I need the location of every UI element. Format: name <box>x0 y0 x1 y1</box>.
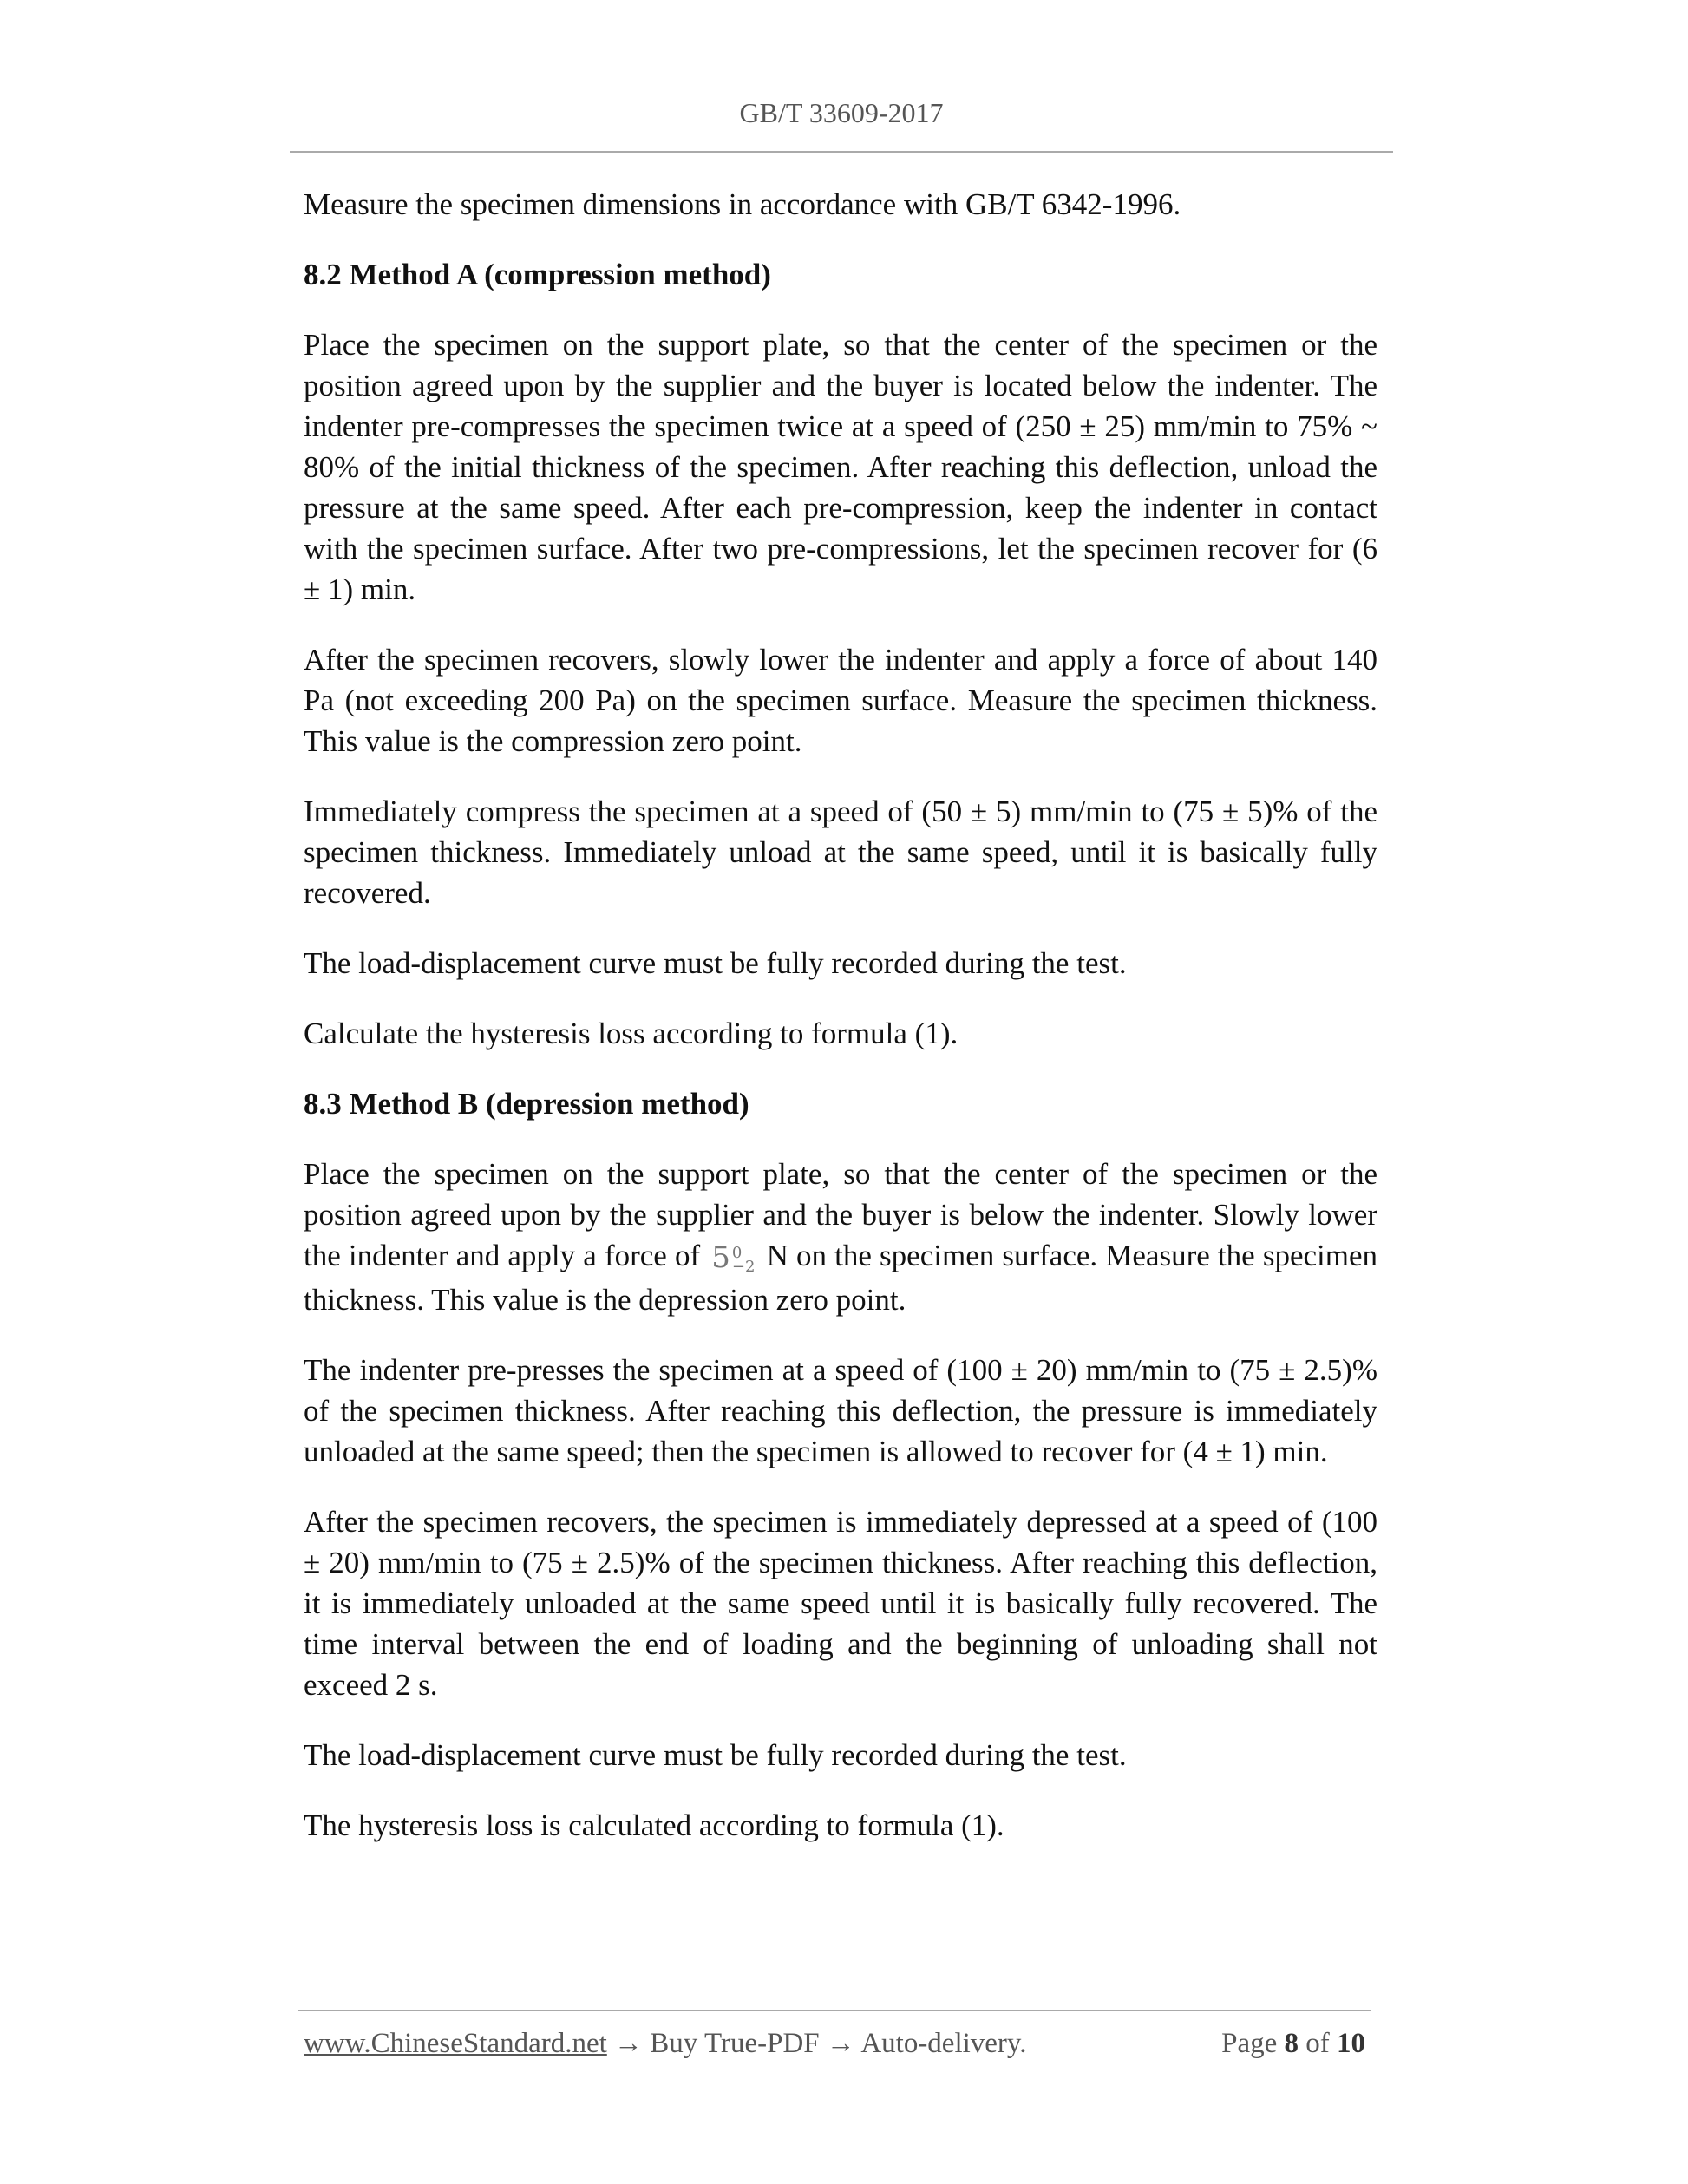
website-link[interactable]: www.ChineseStandard.net <box>304 2028 607 2059</box>
arrow-icon: → <box>614 2028 644 2059</box>
method-b-paragraph-1-tail: N on the specimen surface. Measure the specimen thickness. This value is the depression zero point. <box>304 1239 1378 1317</box>
page-header: GB/T 33609-2017 <box>739 97 944 128</box>
section-heading-8-3: 8.3 Method B (depression method) <box>304 1087 749 1121</box>
force-upper-tolerance: 0 <box>731 1243 743 1262</box>
method-b-paragraph-5: The hysteresis loss is calculated according to formula (1). <box>304 1808 1004 1842</box>
page-current: 8 <box>1284 2028 1299 2059</box>
method-a-paragraph-3: Immediately compress the specimen at a speed of (50 ± 5) mm/min to (75 ± 5)% of the specimen thickness. Immediately unload at the same speed, until it is basically fully recovered. <box>304 794 1377 910</box>
auto-delivery-text: Auto-delivery. <box>860 2028 1027 2059</box>
footer-divider <box>298 2010 1371 2011</box>
method-b-paragraph-3: After the specimen recovers, the specimen is immediately depressed at a speed of (100 ± 20) mm/min to (75 ± 2.5)% of the specimen thickness. After reaching this deflection, it is immediately unloaded at the same speed until it is basically fully recovered. The time interval between the end of loading and the beginning of unloading shall not exceed 2 s. <box>304 1504 1377 1702</box>
page-of: of <box>1305 2028 1330 2059</box>
method-a-paragraph-5: Calculate the hysteresis loss according to formula (1). <box>304 1017 958 1050</box>
force-tolerance <box>711 1238 755 1279</box>
method-b-paragraph-2: The indenter pre-presses the specimen at a speed of (100 ± 20) mm/min to (75 ± 2.5)% of the specimen thickness. After reaching this deflection, the pressure is immediately unloaded at the same speed; then the specimen is allowed to recover for (4 ± 1) min. <box>304 1352 1377 1468</box>
intro-paragraph: Measure the specimen dimensions in accordance with GB/T 6342-1996. <box>304 187 1181 221</box>
method-b-paragraph-1 <box>304 1154 1377 1320</box>
method-a-paragraph-1: Place the specimen on the support plate, so that the center of the specimen or the position agreed upon by the supplier and the buyer is located below the indenter. The indenter pre-compresses the specimen twice at a speed of (250 ± 25) mm/min to 75% ~ 80% of the initial thickness of the specimen. After reaching this deflection, unload the pressure at the same speed. After each pre-compression, keep the indenter in contact with the specimen surface. After two pre-compressions, let the specimen recover for (6 ± 1) min. <box>304 328 1377 606</box>
buy-pdf-text: Buy True-PDF <box>650 2028 820 2059</box>
document-body <box>304 184 1377 1875</box>
method-a-paragraph-4: The load-displacement curve must be fully recorded during the test. <box>304 946 1127 980</box>
method-b-paragraph-4: The load-displacement curve must be fully recorded during the test. <box>304 1737 1127 1772</box>
page-label: Page <box>1221 2028 1278 2059</box>
force-value: 5 <box>711 1239 730 1275</box>
footer-promo <box>304 2028 1027 2060</box>
header-divider <box>290 151 1393 153</box>
section-heading-8-2: 8.2 Method A (compression method) <box>304 258 771 291</box>
page-total: 10 <box>1337 2028 1365 2059</box>
arrow-icon: → <box>826 2028 855 2059</box>
page-number <box>1221 2028 1365 2060</box>
force-lower-tolerance: −2 <box>731 1257 756 1276</box>
method-a-paragraph-2: After the specimen recovers, slowly lower the indenter and apply a force of about 140 Pa (not exceeding 200 Pa) on the specimen surface. Measure the specimen thickness. This value is the compression zero point. <box>304 643 1377 758</box>
method-b-paragraph-1-lead: Place the specimen on the support plate, so that the center of the specimen or the position agreed upon by the supplier and the buyer is below the indenter. Slowly lower the indenter and apply a force of <box>304 1157 1377 1272</box>
